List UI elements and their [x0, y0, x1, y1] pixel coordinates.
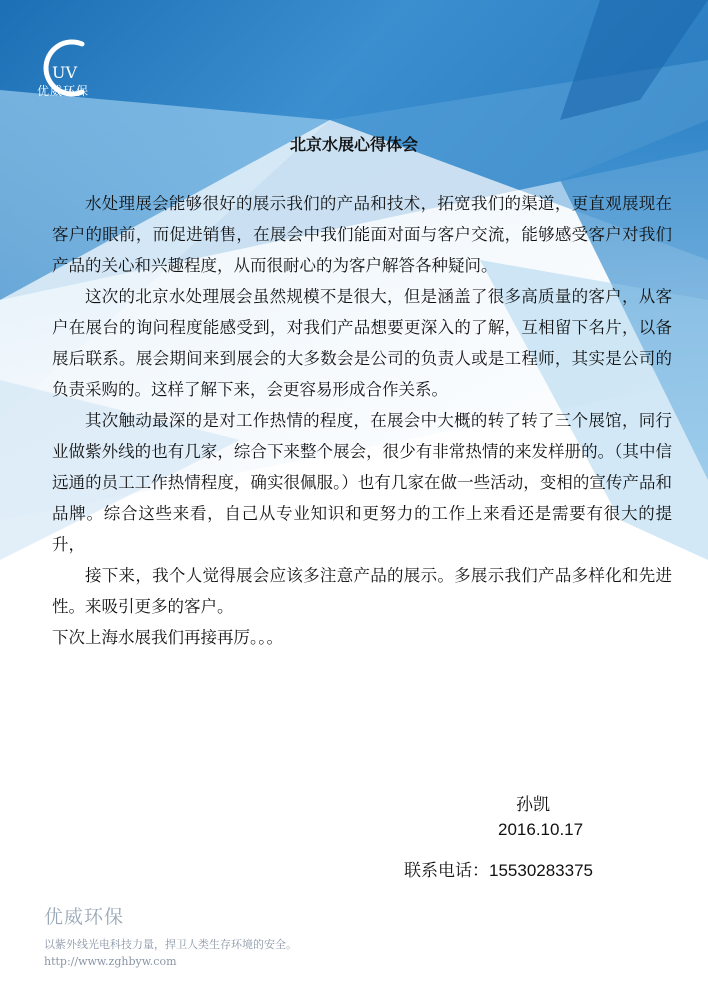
document-title: 北京水展心得体会: [289, 135, 418, 154]
paragraph-2: 这次的北京水处理展会虽然规模不是很大，但是涵盖了很多高质量的客户，从客户在展台的询问程度能感受到，对我们产品想要更深入的了解，互相留下名片，以备展后联系。展会期间来到展会的大多数会是公司的负责人或是工程师，其实是公司的负责采购的。这样了解下来，会更容易形成合作关系。: [52, 287, 672, 399]
footer-brand: 优威环保: [44, 906, 125, 928]
footer-slogan: 以紫外线光电科技力量，捍卫人类生存环境的安全。: [44, 938, 297, 951]
signature-date: 2016.10.17: [498, 820, 584, 839]
contact-phone: 联系电话：15530283375: [404, 861, 594, 880]
logo-letters: UV: [52, 63, 78, 82]
document-body: [52, 188, 672, 653]
logo-name: 优威环保: [37, 84, 90, 98]
paragraph-5: 下次上海水展我们再接再厉。。。: [52, 628, 283, 647]
paragraph-3: 其次触动最深的是对工作热情的程度，在展会中大概的转了转了三个展馆，同行业做紫外线的也有几家，综合下来整个展会，很少有非常热情的来发样册的。（其中信远通的员工工作热情程度，确实很佩服。）也有几家在做一些活动，变相的宣传产品和品牌。综合这些来看，自己从专业知识和更努力的工作上来看还是需要有很大的提升，: [52, 411, 672, 554]
paragraph-1: 水处理展会能够很好的展示我们的产品和技术，拓宽我们的渠道，更直观展现在客户的眼前，而促进销售，在展会中我们能面对面与客户交流，能够感受客户对我们产品的关心和兴趣程度，从而很耐心的为客户解答各种疑问。: [52, 194, 672, 275]
paragraph-4: 接下来，我个人觉得展会应该多注意产品的展示。多展示我们产品多样化和先进性。来吸引更多的客户。: [52, 566, 672, 616]
footer-url[interactable]: http://www.zghbyw.com: [44, 955, 177, 968]
signature-name: 孙凯: [516, 795, 550, 814]
